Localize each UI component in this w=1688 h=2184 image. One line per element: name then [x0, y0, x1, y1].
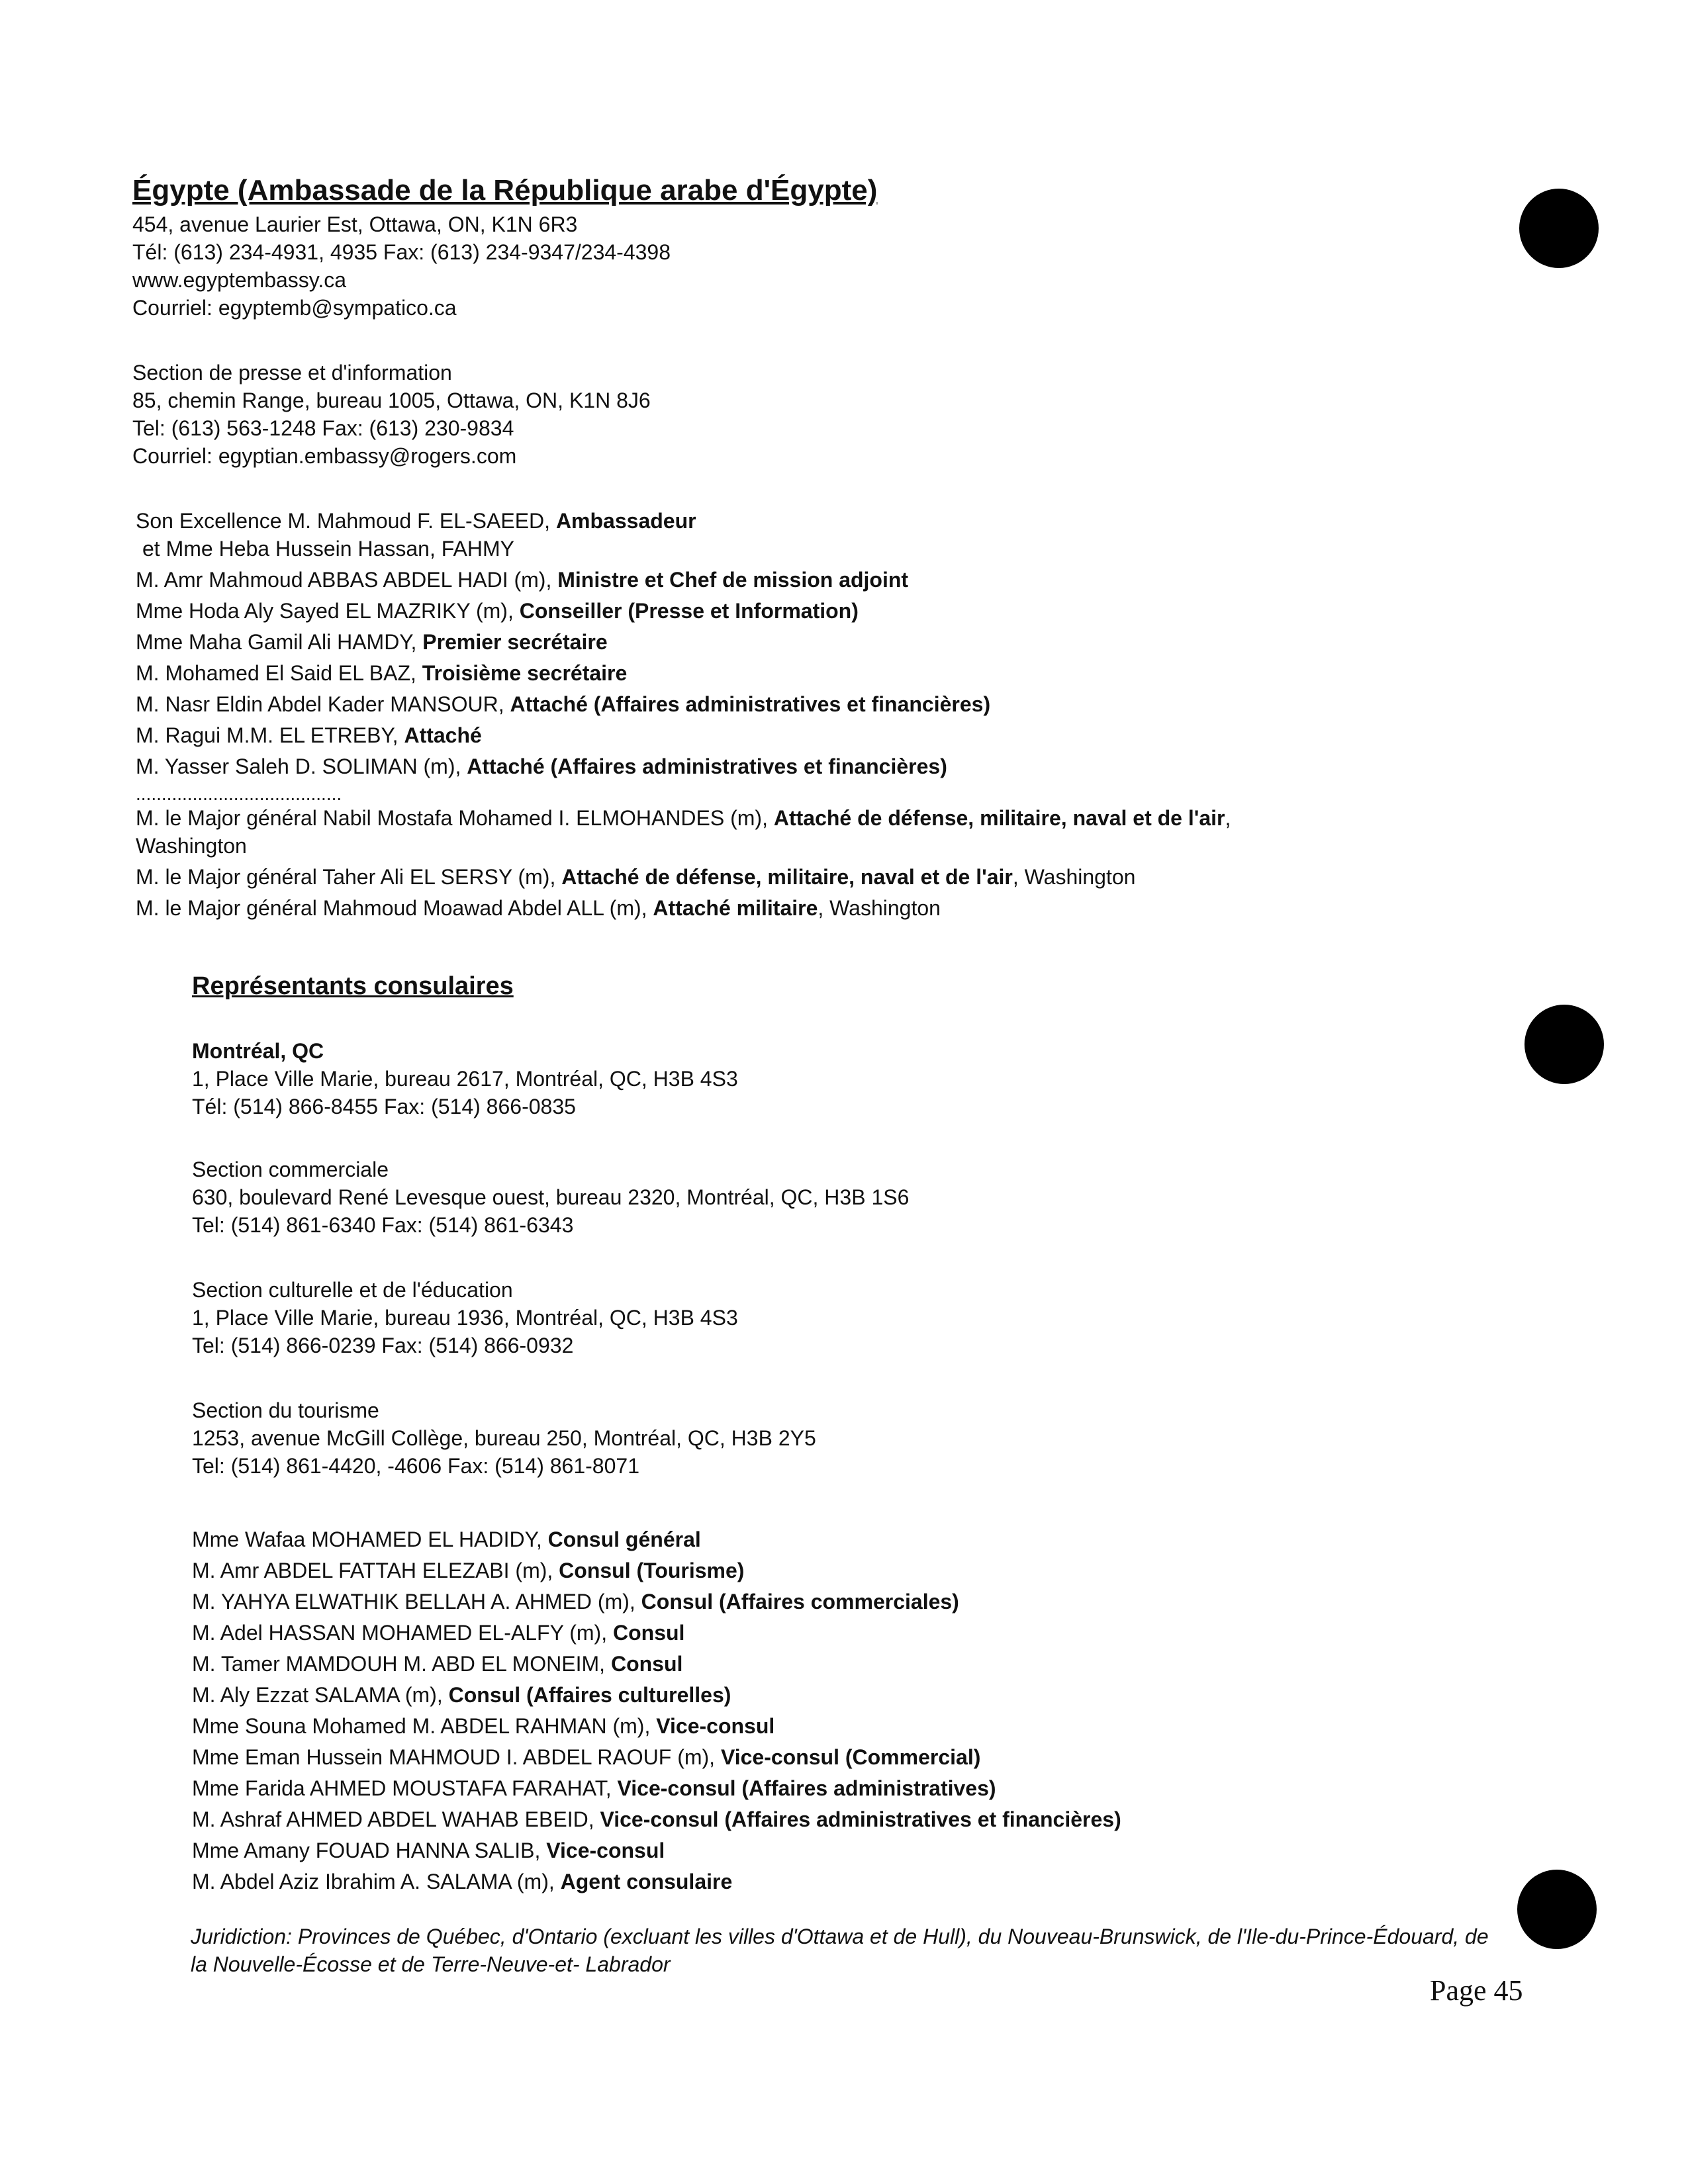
- consular-staff-row: M. YAHYA ELWATHIK BELLAH A. AHMED (m), Consul (Affaires commerciales): [192, 1590, 959, 1614]
- staff-row: M. Amr Mahmoud ABBAS ABDEL HADI (m), Ministre et Chef de mission adjoint: [136, 568, 909, 592]
- staff-row: Mme Maha Gamil Ali HAMDY, Premier secrétaire: [136, 630, 608, 654]
- military-row: M. le Major général Nabil Mostafa Mohamed I. ELMOHANDES (m), Attaché de défense, militaire, naval et de l'air,: [136, 806, 1231, 830]
- section-name: Section du tourisme: [192, 1398, 379, 1422]
- section-phone: Tel: (514) 861-6340 Fax: (514) 861-6343: [192, 1213, 574, 1237]
- consulate-phone: Tél: (514) 866-8455 Fax: (514) 866-0835: [192, 1095, 576, 1118]
- consular-staff-row: M. Ashraf AHMED ABDEL WAHAB EBEID, Vice-consul (Affaires administratives et financières): [192, 1807, 1121, 1831]
- consular-section-tourism: [192, 1396, 1549, 1480]
- consular-section-commercial: [192, 1156, 1549, 1239]
- embassy-email: Courriel: egyptemb@sympatico.ca: [132, 296, 457, 320]
- section-address: 1, Place Ville Marie, bureau 1936, Montréal, QC, H3B 4S3: [192, 1306, 738, 1330]
- press-section-address: 85, chemin Range, bureau 1005, Ottawa, ON, K1N 8J6: [132, 388, 651, 412]
- consular-staff-row: M. Tamer MAMDOUH M. ABD EL MONEIM, Consul: [192, 1652, 683, 1676]
- embassy-website: www.egyptembassy.ca: [132, 268, 347, 292]
- section-name: Section culturelle et de l'éducation: [192, 1278, 513, 1302]
- staff-row: Son Excellence M. Mahmoud F. EL-SAEED, Ambassadeur: [136, 509, 696, 533]
- section-phone: Tel: (514) 861-4420, -4606 Fax: (514) 861-8071: [192, 1454, 639, 1478]
- separator: ........................................: [136, 784, 342, 804]
- staff-row: M. Nasr Eldin Abdel Kader MANSOUR, Attaché (Affaires administratives et financières): [136, 692, 991, 716]
- consulate-montreal: [192, 1037, 1549, 1120]
- page-number: Page 45: [1430, 1974, 1523, 2007]
- consular-staff-row: M. Aly Ezzat SALAMA (m), Consul (Affaires culturelles): [192, 1683, 731, 1707]
- military-row: M. le Major général Mahmoud Moawad Abdel ALL (m), Attaché militaire, Washington: [136, 896, 941, 920]
- staff-list: [136, 507, 1493, 784]
- staff-row: M. Yasser Saleh D. SOLIMAN (m), Attaché (Affaires administratives et financières): [136, 754, 947, 778]
- consular-heading: Représentants consulaires: [192, 972, 514, 1000]
- consular-staff-row: M. Amr ABDEL FATTAH ELEZABI (m), Consul (Tourisme): [192, 1559, 745, 1582]
- jurisdiction-note: Juridiction: Provinces de Québec, d'Ontario (excluant les villes d'Ottawa et de Hull), du Nouveau-Brunswick, de l'Ile-du-Prince-Édouard, de la Nouvelle-Écosse et de Terre-Neuve-et- Labrador: [191, 1925, 1489, 1976]
- consular-staff-row: Mme Farida AHMED MOUSTAFA FARAHAT, Vice-consul (Affaires administratives): [192, 1776, 996, 1800]
- consular-staff-row: M. Adel HASSAN MOHAMED EL-ALFY (m), Consul: [192, 1621, 685, 1645]
- embassy-phone: Tél: (613) 234-4931, 4935 Fax: (613) 234-9347/234-4398: [132, 240, 671, 264]
- press-section-phone: Tel: (613) 563-1248 Fax: (613) 230-9834: [132, 416, 514, 440]
- punch-hole-top: [1519, 189, 1599, 268]
- consular-staff-row: Mme Souna Mohamed M. ABDEL RAHMAN (m), Vice-consul: [192, 1714, 775, 1738]
- section-address: 1253, avenue McGill Collège, bureau 250, Montréal, QC, H3B 2Y5: [192, 1426, 816, 1450]
- consular-staff-row: Mme Amany FOUAD HANNA SALIB, Vice-consul: [192, 1839, 665, 1862]
- section-name: Section commerciale: [192, 1158, 389, 1181]
- military-list: [136, 784, 1493, 922]
- section-address: 630, boulevard René Levesque ouest, bureau 2320, Montréal, QC, H3B 1S6: [192, 1185, 910, 1209]
- embassy-address: 454, avenue Laurier Est, Ottawa, ON, K1N 6R3: [132, 212, 578, 236]
- consular-staff-row: Mme Wafaa MOHAMED EL HADIDY, Consul général: [192, 1527, 701, 1551]
- staff-row: Mme Hoda Aly Sayed EL MAZRIKY (m), Conseiller (Presse et Information): [136, 599, 859, 623]
- press-section: [132, 359, 1489, 470]
- consulate-city: Montréal, QC: [192, 1039, 324, 1063]
- consular-staff-list: [192, 1524, 1549, 1897]
- consulate-address: 1, Place Ville Marie, bureau 2617, Montréal, QC, H3B 4S3: [192, 1067, 738, 1091]
- consular-staff-row: Mme Eman Hussein MAHMOUD I. ABDEL RAOUF (m), Vice-consul (Commercial): [192, 1745, 981, 1769]
- military-row-wrap: Washington: [136, 834, 247, 858]
- press-section-name: Section de presse et d'information: [132, 361, 452, 385]
- consular-section-cultural: [192, 1276, 1549, 1359]
- spouse-row: et Mme Heba Hussein Hassan, FAHMY: [142, 537, 514, 561]
- consular-staff-row: M. Abdel Aziz Ibrahim A. SALAMA (m), Agent consulaire: [192, 1870, 733, 1893]
- military-row: M. le Major général Taher Ali EL SERSY (m), Attaché de défense, militaire, naval et de l'air, Washington: [136, 865, 1136, 889]
- staff-row: M. Mohamed El Said EL BAZ, Troisième secrétaire: [136, 661, 628, 685]
- press-section-email: Courriel: egyptian.embassy@rogers.com: [132, 444, 517, 468]
- embassy-title: Égypte (Ambassade de la République arabe d'Égypte): [132, 174, 878, 206]
- section-phone: Tel: (514) 866-0239 Fax: (514) 866-0932: [192, 1334, 574, 1357]
- embassy-contact: [132, 210, 1489, 322]
- staff-row: M. Ragui M.M. EL ETREBY, Attaché: [136, 723, 482, 747]
